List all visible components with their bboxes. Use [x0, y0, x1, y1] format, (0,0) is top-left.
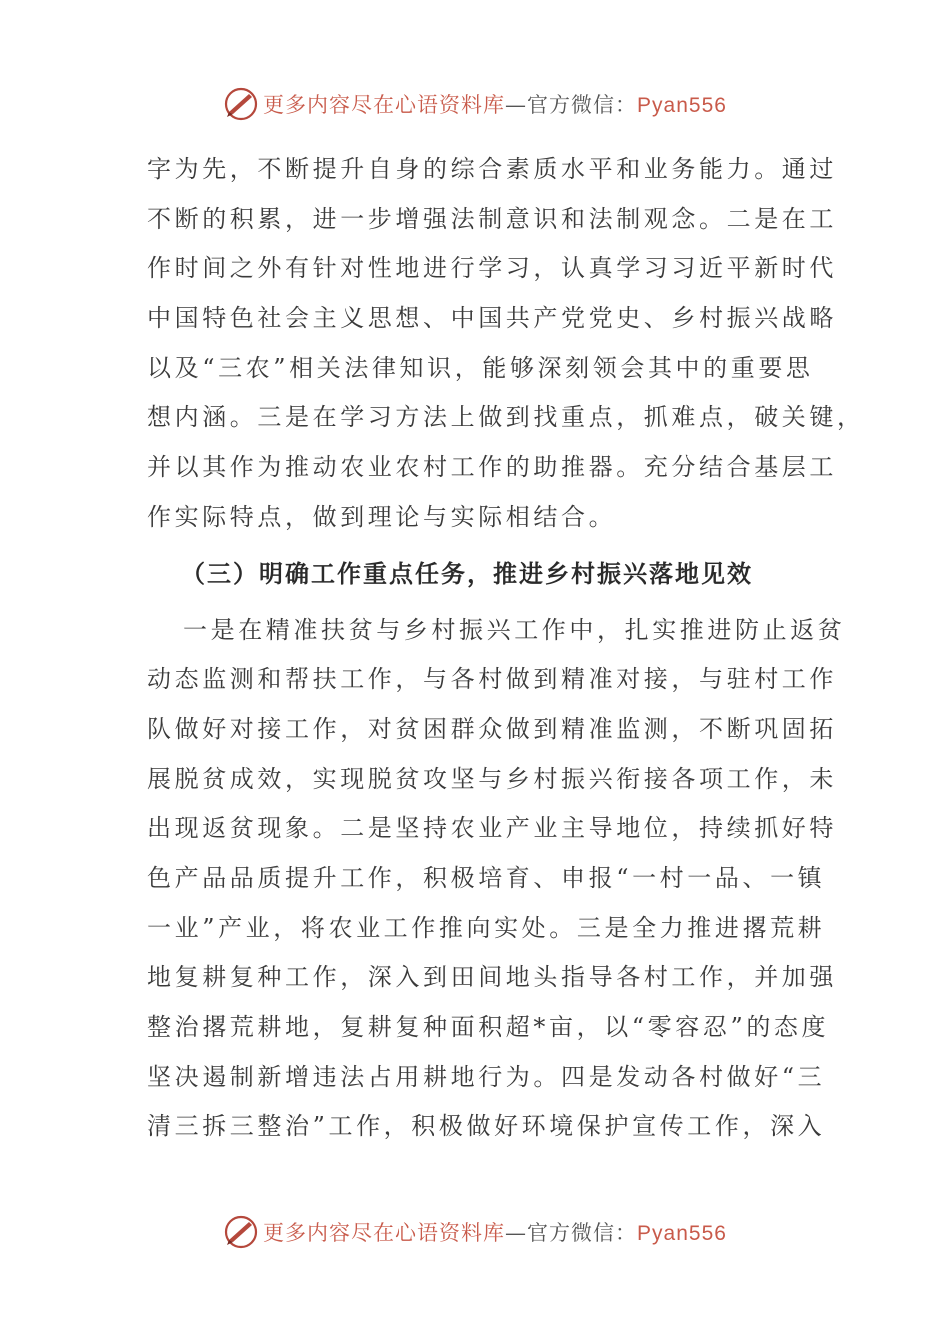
watermark-separator: —官方微信：: [505, 1221, 638, 1245]
section-heading: （三）明确工作重点任务，推进乡村振兴落地见效: [181, 559, 753, 588]
paragraph-line: 地复耕复种工作，深入到田间地头指导各村工作，并加强: [147, 963, 837, 992]
watermark-text: [263, 89, 727, 119]
paragraph-line: 作时间之外有针对性地进行学习，认真学习习近平新时代: [147, 254, 837, 283]
paragraph-line: 坚决遏制新增违法占用耕地行为。四是发动各村做好“三: [147, 1062, 826, 1091]
paragraph-line: 展脱贫成效，实现脱贫攻坚与乡村振兴衔接各项工作，未: [147, 764, 837, 793]
header-watermark: [0, 84, 950, 124]
paragraph-line: 清三拆三整治”工作，积极做好环境保护宣传工作，深入: [147, 1112, 826, 1141]
watermark-id: Pyan556: [637, 1222, 727, 1245]
paragraph-line: 以及“三农”相关法律知识，能够深刻领会其中的重要思: [147, 353, 814, 382]
paragraph-line: 作实际特点，做到理论与实际相结合。: [147, 502, 617, 531]
watermark-brand: 更多内容尽在心语资料库: [263, 93, 506, 117]
paragraph-line: 字为先，不断提升自身的综合素质水平和业务能力。通过: [147, 155, 837, 183]
paragraph-line: 色产品品质提升工作，积极培育、申报“一村一品、一镇: [147, 863, 826, 892]
footer-watermark: [0, 1212, 950, 1252]
watermark-text: [263, 1217, 727, 1247]
paragraph-line: 队做好对接工作，对贫困群众做到精准监测，不断巩固拓: [147, 714, 837, 743]
document-body: [147, 145, 865, 1152]
pen-logo-icon: [223, 1214, 259, 1250]
paragraph-line: 不断的积累，进一步增强法制意识和法制观念。二是在工: [147, 204, 837, 233]
paragraph-line: 并以其作为推动农业农村工作的助推器。充分结合基层工: [147, 453, 837, 482]
paragraph-line: 出现返贫现象。二是坚持农业产业主导地位，持续抓好特: [147, 814, 837, 843]
paragraph-line: 想内涵。三是在学习方法上做到找重点，抓难点，破关键，: [147, 403, 865, 432]
watermark-id: Pyan556: [637, 94, 727, 117]
paragraph-line: 中国特色社会主义思想、中国共产党党史、乡村振兴战略: [147, 304, 837, 333]
paragraph-line: 一是在精准扶贫与乡村振兴工作中，扎实推进防止返贫: [183, 615, 846, 644]
watermark-separator: —官方微信：: [505, 93, 638, 117]
paragraph-line: 整治撂荒耕地，复耕复种面积超*亩，以“零容忍”的态度: [147, 1013, 830, 1041]
pen-logo-icon: [223, 86, 259, 122]
paragraph-line: 一业”产业，将农业工作推向实处。三是全力推进撂荒耕: [147, 913, 826, 942]
watermark-brand: 更多内容尽在心语资料库: [263, 1221, 506, 1245]
paragraph-line: 动态监测和帮扶工作，与各村做到精准对接，与驻村工作: [147, 665, 837, 694]
